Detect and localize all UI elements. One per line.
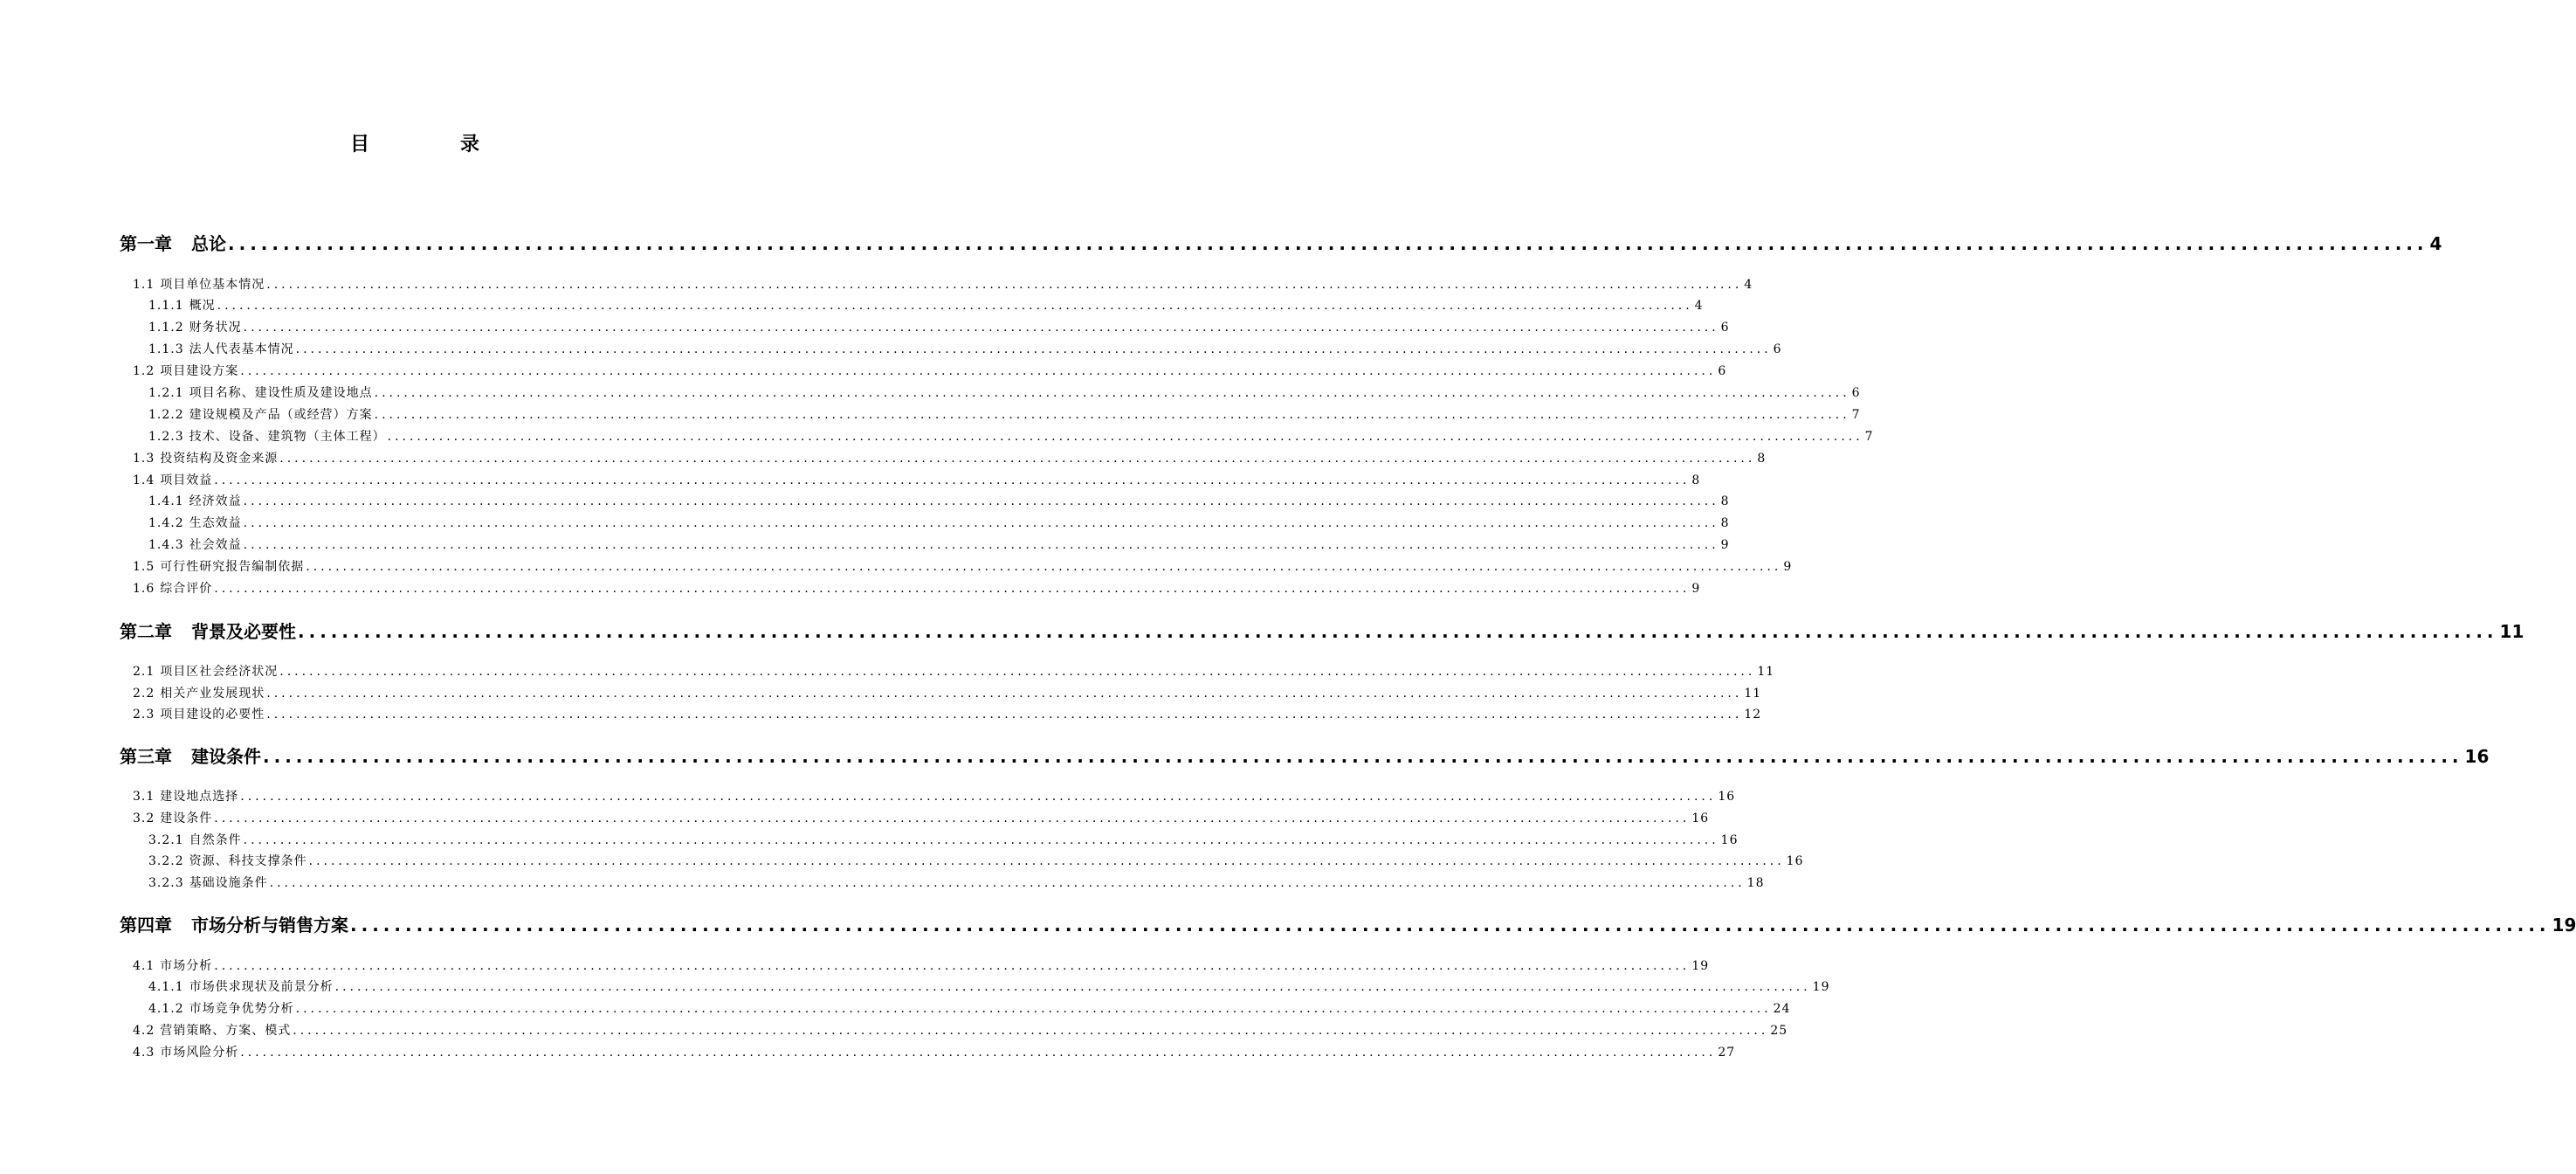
toc-leader-dots: ........................................................................................................................................................................................................ [240,1046,1717,1060]
toc-section-entry[interactable] [133,788,1736,805]
toc-entry-number: 3.2.3 [148,876,184,890]
toc-chapter-entry[interactable] [120,743,2490,770]
toc-section-entry[interactable] [148,493,1730,510]
toc-section-entry[interactable] [133,558,1793,576]
toc-leader-dots: ........................................................................................................................................................................................................ [387,430,1863,444]
toc-entry-number: 3.2 [133,811,155,825]
toc-section-entry[interactable] [148,297,1704,314]
toc-entry-number: 1.1 [133,278,155,292]
toc-leader-dots: ........................................................................................................................................................................................................ [243,516,1719,530]
toc-entry-number: 4.2 [133,1024,155,1038]
toc-chapter-entry[interactable] [120,618,2524,645]
toc-section-entry[interactable] [133,363,1727,380]
toc-section-entry[interactable] [148,978,1830,996]
toc-entry-label: 总论 [191,233,226,254]
toc-section-entry[interactable] [148,536,1730,554]
toc-leader-dots: ........................................................................................................................................................................................................ [374,386,1850,400]
toc-entry-number: 4.1 [133,959,155,973]
toc-entry-label: 项目区社会经济状况 [160,665,279,679]
toc-leader-dots: ........................................................................................................................................................................................................ [214,811,1691,825]
toc-section-entry[interactable] [148,406,1861,424]
toc-leader-dots: ........................................................................................................................................................................................................ [308,854,1785,868]
toc-page-number: 19 [1691,959,1710,973]
toc-entry-label: 自然条件 [189,833,242,847]
toc-section-entry[interactable] [133,663,1775,680]
toc-entry-number: 4.1.1 [148,980,184,994]
toc-entry-number: 1.3 [133,452,155,466]
toc-entry-number: 4.3 [133,1046,155,1060]
toc-entry-number: 2.2 [133,687,155,701]
toc-entry-label: 项目单位基本情况 [160,278,265,292]
toc-page-number: 4 [1744,278,1753,292]
toc-section-entry[interactable] [133,810,1710,827]
toc-entry-label: 市场供求现状及前景分析 [189,980,334,994]
toc-entry-number: 3.1 [133,790,155,804]
toc-leader-dots: ........................................................................................................................................................................................................ [279,665,1756,679]
toc-page-number: 16 [2464,746,2490,767]
toc-leader-dots: ........................................................................................................................................................................................................ [243,494,1719,508]
toc-section-entry[interactable] [148,384,1861,402]
toc-leader-dots: ........................................................................................................................................................................................................ [295,342,1772,356]
toc-title-char-2: 录 [460,133,526,155]
toc-section-entry[interactable] [133,685,1762,702]
toc-page-number: 11 [1744,687,1762,701]
toc-entry-label: 社会效益 [189,538,242,552]
toc-entry-label: 项目效益 [160,473,213,487]
toc-entry-label: 法人代表基本情况 [189,342,294,356]
toc-entry-label: 营销策略、方案、模式 [160,1024,292,1038]
toc-page-number: 25 [1770,1024,1788,1038]
toc-entry-number: 1.4.2 [148,516,184,530]
toc-section-entry[interactable] [133,472,1701,489]
toc-page-number: 8 [1691,473,1701,487]
toc-section-entry[interactable] [133,276,1753,294]
toc-entry-number: 2.1 [133,665,155,679]
toc-leader-dots: ........................................................................................................................................................................................................ [374,408,1850,422]
toc-page-number: 19 [1812,980,1830,994]
toc-entry-number: 1.4 [133,473,155,487]
toc-page-number: 19 [2552,915,2576,936]
toc-leader-dots: ........................................................................................................................................................................................................ [306,560,1782,574]
toc-leader-dots: ........................................................................................................................................................................................................ [240,790,1717,804]
toc-section-entry[interactable] [133,1022,1788,1039]
toc-section-entry[interactable] [148,1000,1791,1018]
toc-entry-number: 1.6 [133,582,155,596]
toc-entry-number: 1.2.2 [148,408,184,422]
toc-leader-dots: ........................................................................................................................................................................................................ [214,582,1691,596]
toc-page-number: 16 [1718,790,1736,804]
toc-page-number: 8 [1720,516,1730,530]
toc-entry-number: 1.4.3 [148,538,184,552]
toc-entry-number: 3.2.2 [148,854,184,868]
toc-entry-label: 建设条件 [191,746,261,767]
toc-section-entry[interactable] [148,853,1804,870]
toc-entry-label: 建设地点选择 [160,790,239,804]
toc-page-number: 8 [1757,452,1767,466]
toc-title-char-1: 目 [349,133,415,155]
toc-entry-label: 建设条件 [160,811,213,825]
toc-leader-dots: ........................................................................................................................................................................................................ [243,538,1719,552]
toc-section-entry[interactable] [133,957,1710,975]
toc-leader-dots: ........................................................................................................................................................................................................ [214,473,1691,487]
toc-leader-dots: ........................................................................................................................................................................................................ [298,621,2498,642]
toc-entry-number: 第三章 [120,746,172,767]
toc-section-entry[interactable] [148,319,1730,336]
toc-entry-number: 1.1.1 [148,299,184,313]
toc-page-number: 9 [1691,582,1701,596]
toc-page-number: 12 [1744,708,1762,722]
toc-page-number: 24 [1773,1002,1791,1016]
toc-entry-number: 1.5 [133,560,155,574]
toc-page-number: 11 [2499,621,2524,642]
toc-entry-label: 背景及必要性 [191,621,296,642]
toc-entry-number: 第一章 [120,233,172,254]
toc-page-number: 6 [1773,342,1782,356]
toc-leader-dots: ........................................................................................................................................................................................................ [334,980,1811,994]
toc-page-number: 16 [1786,854,1804,868]
toc-entry-number: 3.2.1 [148,833,184,847]
toc-section-entry[interactable] [133,1044,1736,1061]
toc-title [0,129,830,156]
toc-section-entry[interactable] [148,832,1739,849]
toc-entry-label: 综合评价 [160,582,213,596]
toc-section-entry[interactable] [133,450,1767,467]
toc-leader-dots: ........................................................................................................................................................................................................ [263,746,2463,767]
toc-entry-label: 经济效益 [189,494,242,508]
toc-chapter-entry[interactable] [120,231,2442,257]
toc-page-number: 4 [2429,233,2442,254]
toc-entry-number: 4.1.2 [148,1002,184,1016]
toc-page-number: 7 [1851,408,1861,422]
toc-chapter-entry[interactable] [120,912,2576,938]
toc-leader-dots: ........................................................................................................................................................................................................ [228,233,2428,254]
toc-entry-number: 1.1.2 [148,321,184,335]
toc-entry-number: 第二章 [120,621,172,642]
toc-page-number: 7 [1864,430,1874,444]
toc-section-entry[interactable] [148,874,1765,892]
toc-section-entry[interactable] [148,514,1730,532]
toc-entry-label: 财务状况 [189,321,242,335]
toc-entry-label: 基础设施条件 [189,876,268,890]
toc-entry-number: 1.2.3 [148,430,184,444]
toc-section-entry[interactable] [148,341,1782,358]
toc-page-number: 4 [1694,299,1704,313]
toc-page-number: 6 [1851,386,1861,400]
toc-entry-number: 2.3 [133,708,155,722]
toc-entry-label: 项目建设的必要性 [160,708,265,722]
toc-page-number: 16 [1720,833,1739,847]
toc-leader-dots: ........................................................................................................................................................................................................ [266,708,1743,722]
toc-section-entry[interactable] [133,706,1762,723]
toc-entry-number: 1.1.3 [148,342,184,356]
toc-page-number: 6 [1718,364,1727,378]
toc-page-number: 9 [1720,538,1730,552]
toc-page-number: 27 [1718,1046,1736,1060]
toc-entry-label: 市场分析与销售方案 [191,915,348,936]
toc-leader-dots: ........................................................................................................................................................................................................ [279,452,1756,466]
toc-entry-label: 生态效益 [189,516,242,530]
toc-leader-dots: ........................................................................................................................................................................................................ [266,278,1743,292]
toc-entry-number: 1.2.1 [148,386,184,400]
toc-page-number: 11 [1757,665,1775,679]
toc-leader-dots: ........................................................................................................................................................................................................ [295,1002,1772,1016]
toc-entry-label: 相关产业发展现状 [160,687,265,701]
toc-page-number: 8 [1720,494,1730,508]
toc-section-entry[interactable] [133,580,1701,597]
toc-leader-dots: ........................................................................................................................................................................................................ [243,321,1719,335]
toc-leader-dots: ........................................................................................................................................................................................................ [293,1024,1769,1038]
toc-leader-dots: ........................................................................................................................................................................................................ [350,915,2551,936]
toc-page-number: 16 [1691,811,1710,825]
toc-entry-label: 技术、设备、建筑物（主体工程） [189,430,386,444]
toc-entry-number: 1.2 [133,364,155,378]
toc-leader-dots: ........................................................................................................................................................................................................ [217,299,1693,313]
toc-page-number: 18 [1746,876,1765,890]
toc-entry-label: 市场分析 [160,959,213,973]
toc-entry-label: 可行性研究报告编制依据 [160,560,305,574]
toc-entry-label: 市场竞争优势分析 [189,1002,294,1016]
toc-leader-dots: ........................................................................................................................................................................................................ [243,833,1719,847]
toc-entry-number: 第四章 [120,915,172,936]
toc-entry-label: 建设规模及产品（或经营）方案 [189,408,373,422]
toc-leader-dots: ........................................................................................................................................................................................................ [269,876,1746,890]
toc-entry-label: 市场风险分析 [160,1046,239,1060]
toc-entry-label: 项目名称、建设性质及建设地点 [189,386,373,400]
toc-page-number: 6 [1720,321,1730,335]
toc-entry-number: 1.4.1 [148,494,184,508]
toc-entry-label: 资源、科技支撑条件 [189,854,307,868]
toc-leader-dots: ........................................................................................................................................................................................................ [214,959,1691,973]
toc-entry-label: 项目建设方案 [160,364,239,378]
toc-leader-dots: ........................................................................................................................................................................................................ [240,364,1717,378]
toc-entry-label: 概况 [189,299,216,313]
toc-section-entry[interactable] [148,428,1874,445]
toc-entry-label: 投资结构及资金来源 [160,452,279,466]
toc-page-number: 9 [1783,560,1793,574]
toc-leader-dots: ........................................................................................................................................................................................................ [266,687,1743,701]
